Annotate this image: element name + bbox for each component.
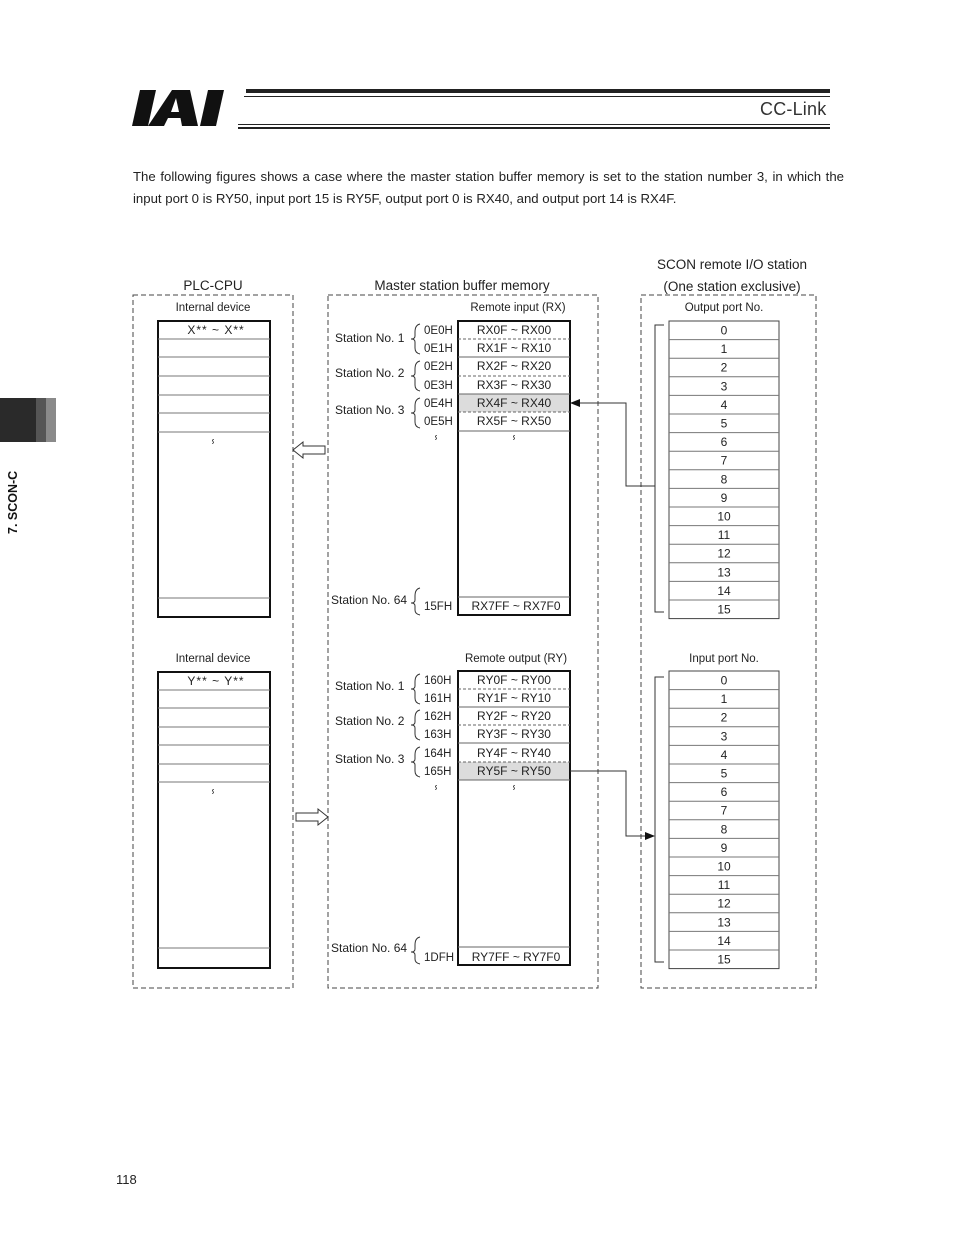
- output-port-11: 11: [717, 528, 731, 543]
- product-name: CC-Link: [760, 99, 827, 119]
- plc-input-table: [158, 321, 270, 617]
- buffer-value-164H: RY4F ~ RY40: [477, 746, 551, 760]
- input-port-12: 12: [717, 896, 731, 911]
- plc-input-wave: ⸯ: [209, 440, 217, 455]
- plc-output-table: [158, 672, 270, 968]
- output-port-5: 5: [720, 416, 728, 431]
- output-port-13: 13: [717, 565, 731, 580]
- rx-station-braces: [411, 324, 420, 615]
- output-port-2: 2: [720, 360, 728, 375]
- input-port-2: 2: [720, 710, 728, 725]
- ry-value-last: RY7FF ~ RY7F0: [471, 950, 561, 964]
- ry-station-1-label: Station No. 1: [335, 679, 405, 693]
- transfer-arrow-to-master: [296, 809, 328, 825]
- transfer-arrow-to-plc: [293, 442, 325, 458]
- buffer-value-0E1H: RX1F ~ RX10: [476, 341, 552, 355]
- buffer-address-163H: 163H: [424, 729, 452, 741]
- input-port-4: 4: [720, 747, 728, 762]
- buffer-value-0E5H: RX5F ~ RX50: [476, 414, 552, 428]
- scon-station-subtitle: (One station exclusive): [663, 279, 801, 294]
- buffer-address-0E0H: 0E0H: [424, 325, 453, 337]
- ry-address-last: 1DFH: [424, 952, 455, 964]
- output-port-3: 3: [720, 379, 728, 394]
- buffer-value-160H: RY0F ~ RY00: [477, 673, 551, 687]
- chapter-tab-label: 7. SCON-C: [6, 470, 20, 534]
- output-port-7: 7: [720, 453, 728, 468]
- buffer-address-162H: 162H: [424, 711, 452, 723]
- rx-station-1-label: Station No. 1: [335, 331, 405, 345]
- input-port-8: 8: [720, 822, 728, 837]
- rx-value-last: RX7FF ~ RX7F0: [471, 599, 561, 613]
- buffer-value-161H: RY1F ~ RY10: [477, 691, 551, 705]
- buffer-value-162H: RY2F ~ RY20: [477, 709, 551, 723]
- input-port-13: 13: [717, 915, 731, 930]
- buffer-address-164H: 164H: [424, 748, 452, 760]
- output-port-12: 12: [717, 546, 731, 561]
- buffer-value-165H: RY5F ~ RY50: [477, 764, 551, 778]
- buffer-address-0E1H: 0E1H: [424, 343, 453, 355]
- input-port-1: 1: [720, 692, 728, 707]
- remote-input-label: Remote input (RX): [470, 302, 566, 314]
- plc-output-wave: ⸯ: [209, 790, 217, 805]
- rx-addresses: [424, 325, 453, 428]
- rx-station-64-label: Station No. 64: [331, 593, 408, 607]
- output-port-table: [669, 321, 779, 619]
- output-port-6: 6: [720, 435, 728, 450]
- buffer-address-160H: 160H: [424, 675, 452, 687]
- output-port-8: 8: [720, 472, 728, 487]
- input-port-6: 6: [720, 785, 728, 800]
- plc-input-head: X** ~ X**: [187, 323, 245, 337]
- input-port-table: [669, 671, 779, 969]
- output-port-10: 10: [717, 509, 731, 524]
- buffer-address-161H: 161H: [424, 693, 452, 705]
- input-port-9: 9: [720, 840, 728, 855]
- output-port-label: Output port No.: [684, 302, 764, 314]
- input-port-7: 7: [720, 803, 728, 818]
- buffer-address-0E2H: 0E2H: [424, 361, 453, 373]
- rx-station-3-label: Station No. 3: [335, 403, 405, 417]
- input-port-3: 3: [720, 729, 728, 744]
- input-port-5: 5: [720, 766, 728, 781]
- ry-wave-addr: ⸯ: [432, 786, 440, 801]
- output-port-14: 14: [717, 583, 731, 598]
- plc-output-head: Y** ~ Y**: [187, 674, 245, 688]
- intro-paragraph: The following figures shows a case where the master station buffer memory is set to the station number 3, in which the input port 0 is RY50, input port 15 is RY5F, output port 0 is RX40, and output port 14 is RX4F.: [133, 169, 844, 206]
- buffer-value-0E0H: RX0F ~ RX00: [476, 323, 552, 337]
- buffer-address-0E5H: 0E5H: [424, 416, 453, 428]
- buffer-address-0E4H: 0E4H: [424, 398, 453, 410]
- input-port-label: Input port No.: [689, 653, 759, 665]
- plc-input-label: Internal device: [175, 302, 251, 314]
- ry-station-64-label: Station No. 64: [331, 941, 408, 955]
- ry-station-3-label: Station No. 3: [335, 752, 405, 766]
- ry-station-2-label: Station No. 2: [335, 714, 405, 728]
- output-port-1: 1: [720, 342, 728, 357]
- input-port-bracket: [655, 677, 664, 962]
- ry-addresses: [424, 675, 452, 778]
- input-port-14: 14: [717, 933, 731, 948]
- plc-cpu-title: PLC-CPU: [183, 278, 243, 293]
- output-port-0: 0: [720, 323, 728, 338]
- buffer-address-165H: 165H: [424, 766, 452, 778]
- plc-output-label: Internal device: [175, 653, 251, 665]
- output-port-9: 9: [720, 490, 728, 505]
- rx-wave-addr: ⸯ: [432, 436, 440, 451]
- input-port-15: 15: [717, 952, 731, 967]
- buffer-value-0E4H: RX4F ~ RX40: [476, 396, 552, 410]
- buffer-value-0E3H: RX3F ~ RX30: [476, 378, 552, 392]
- master-buffer-title: Master station buffer memory: [374, 278, 550, 293]
- page-number: 118: [116, 1172, 137, 1187]
- input-port-0: 0: [720, 673, 728, 688]
- input-port-11: 11: [717, 878, 731, 893]
- output-port-15: 15: [717, 602, 731, 617]
- output-port-to-rx40-arrow: [571, 403, 655, 486]
- ry-wave-table: ⸯ: [510, 786, 518, 801]
- buffer-value-0E2H: RX2F ~ RX20: [476, 359, 552, 373]
- rx-address-last: 15FH: [424, 601, 453, 613]
- scon-station-title: SCON remote I/O station: [656, 257, 808, 272]
- rx-station-2-label: Station No. 2: [335, 366, 405, 380]
- buffer-address-0E3H: 0E3H: [424, 380, 453, 392]
- output-port-4: 4: [720, 397, 728, 412]
- output-port-bracket: [655, 325, 664, 612]
- buffer-value-163H: RY3F ~ RY30: [477, 727, 551, 741]
- ry-station-braces: [411, 674, 420, 964]
- input-port-10: 10: [717, 859, 731, 874]
- remote-output-label: Remote output (RY): [464, 653, 568, 665]
- rx-wave-table: ⸯ: [510, 436, 518, 451]
